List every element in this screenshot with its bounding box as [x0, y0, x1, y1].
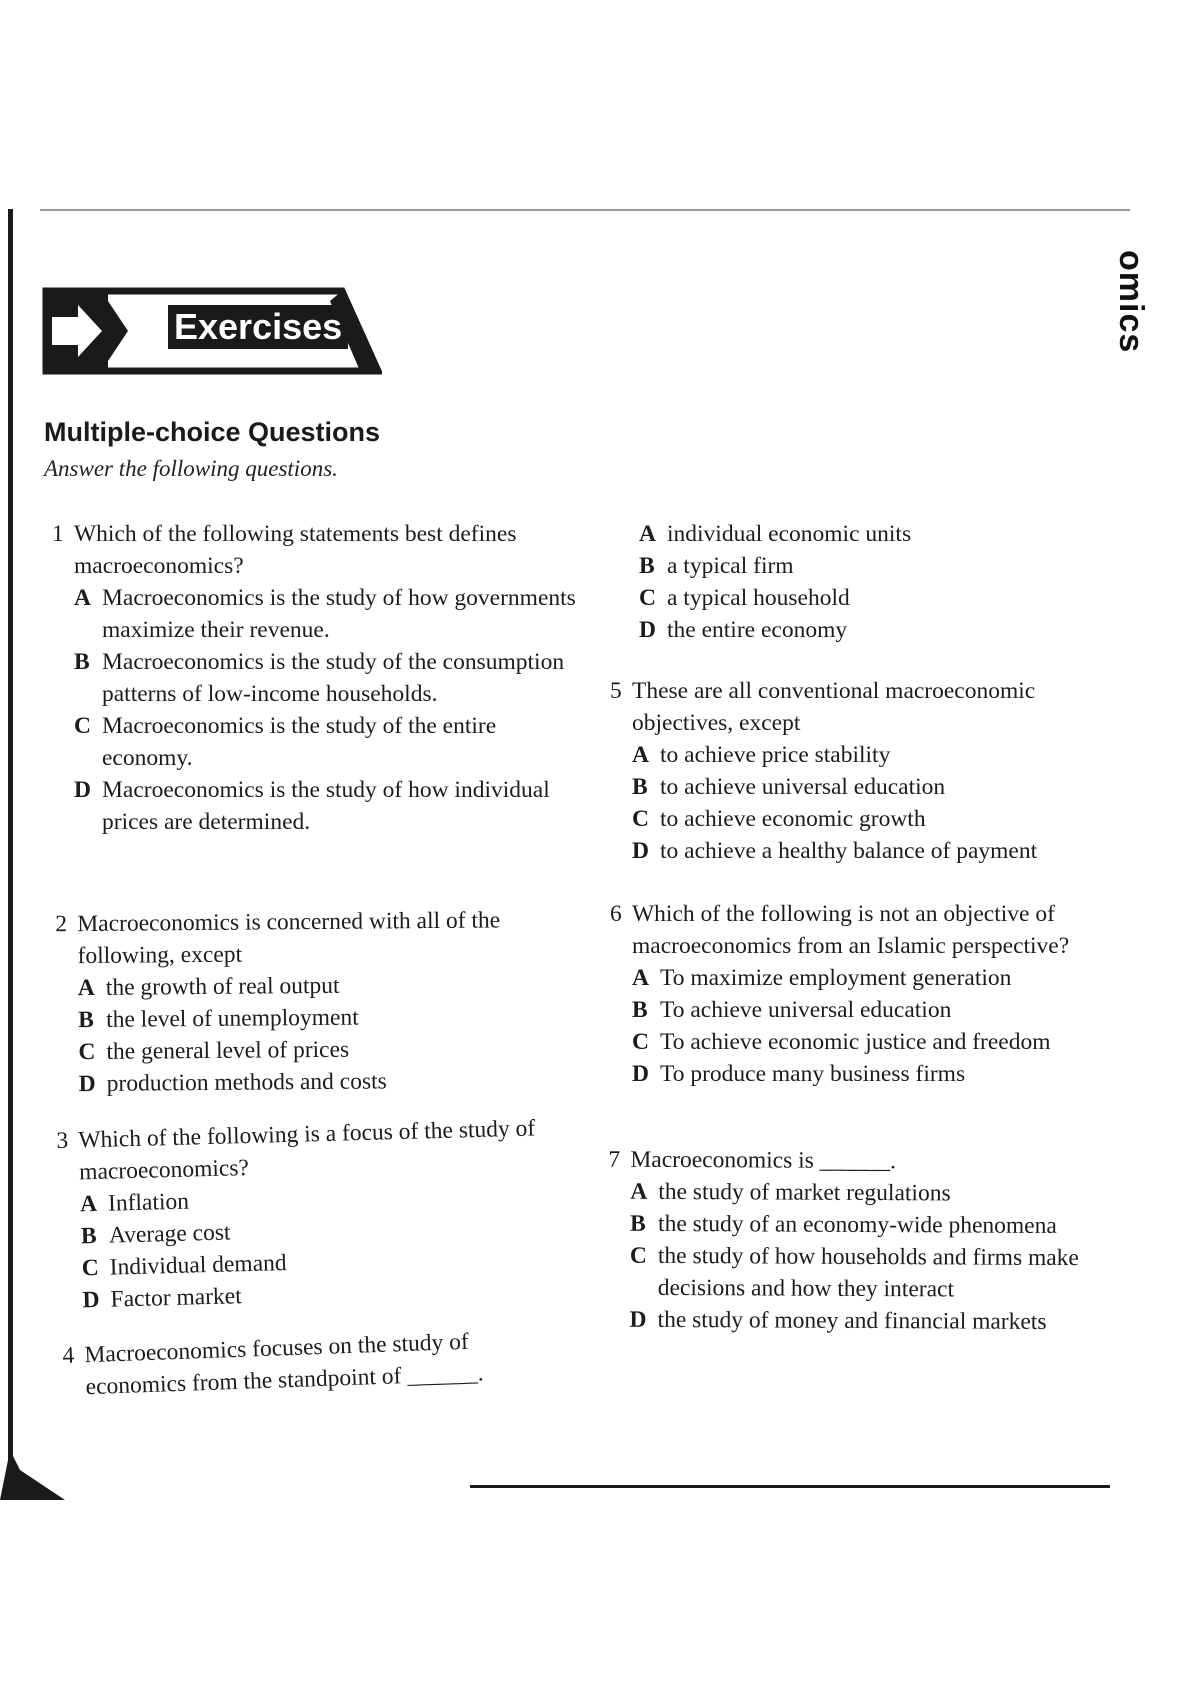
option-c: [74, 710, 582, 774]
option-letter: D: [632, 838, 649, 864]
option-letter: A: [74, 585, 91, 611]
option-text: the study of money and financial markets: [657, 1306, 1047, 1335]
option-text: to achieve economic growth: [660, 806, 926, 832]
question-3: [56, 1111, 581, 1317]
option-text: Macroeconomics is the study of how individual prices are determined.: [102, 777, 550, 835]
option-letter: B: [630, 1210, 646, 1237]
option-text: Individual demand: [109, 1250, 287, 1281]
question-text: Macroeconomics is concerned with all of the following, except: [77, 907, 501, 970]
option-a: [639, 518, 1085, 550]
option-text: Inflation: [107, 1188, 190, 1217]
option-text: individual economic units: [667, 521, 912, 547]
option-text: To maximize employment generation: [660, 965, 1012, 991]
question-text: Which of the following statements best defines macroeconomics?: [74, 521, 517, 579]
question-stem: [55, 904, 576, 973]
option-text: the study of an economy-wide phenomena: [658, 1210, 1057, 1239]
question-number: 7: [608, 1146, 621, 1173]
option-text: the entire economy: [667, 617, 848, 643]
question-text: Macroeconomics focuses on the study of economics from the standpoint of ______.: [84, 1328, 484, 1401]
section-title: Multiple-choice Questions: [44, 417, 381, 447]
option-text: the study of how households and firms make decisions and how they interact: [657, 1242, 1079, 1303]
option-c: [78, 1032, 576, 1068]
option-text: the general level of prices: [106, 1036, 350, 1065]
option-letter: B: [632, 997, 648, 1023]
option-text: the study of market regulations: [658, 1178, 951, 1207]
option-letter: C: [632, 806, 649, 832]
option-c: [630, 1240, 1128, 1307]
bottom-rule: [470, 1485, 1110, 1488]
option-text: the growth of real output: [105, 972, 340, 1001]
option-a: [632, 962, 1130, 994]
option-b: [632, 994, 1130, 1026]
option-text: To produce many business firms: [660, 1061, 966, 1087]
option-c: [632, 1026, 1130, 1058]
option-letter: C: [639, 585, 656, 611]
option-letter: A: [79, 1190, 98, 1218]
option-letter: A: [639, 521, 656, 547]
question-4: [62, 1323, 544, 1404]
option-letter: C: [81, 1254, 100, 1282]
question-2: [55, 904, 577, 1101]
page-corner-mark: [0, 1430, 70, 1500]
option-a: [78, 968, 576, 1004]
question-4-options: [615, 518, 1085, 646]
option-d: [632, 835, 1130, 867]
question-6: [610, 898, 1130, 1090]
option-d: [74, 774, 582, 838]
option-text: to achieve universal education: [660, 774, 946, 800]
option-d: [630, 1304, 1128, 1339]
question-text: These are all conventional macroeconomic objectives, except: [632, 678, 1036, 736]
option-a: [630, 1176, 1128, 1211]
option-text: Macroeconomics is the study of the consumption patterns of low-income households.: [102, 649, 565, 707]
option-letter: D: [78, 1070, 96, 1098]
option-letter: D: [629, 1306, 647, 1333]
option-c: [639, 582, 1085, 614]
option-text: a typical household: [667, 585, 850, 611]
question-stem: [608, 1144, 1128, 1179]
option-text: Macroeconomics is the study of how governments maximize their revenue.: [102, 585, 576, 643]
option-b: [74, 646, 582, 710]
option-letter: B: [639, 553, 655, 579]
question-stem: [62, 1323, 544, 1404]
question-number: 6: [610, 901, 622, 927]
option-text: to achieve a healthy balance of payment: [660, 838, 1038, 864]
option-a: [74, 582, 582, 646]
top-rule: [40, 209, 1130, 211]
option-letter: B: [632, 774, 648, 800]
option-b: [78, 1000, 576, 1036]
option-letter: C: [632, 1029, 649, 1055]
option-text: To achieve economic justice and freedom: [660, 1029, 1051, 1055]
option-letter: A: [630, 1178, 648, 1205]
left-page-border: [8, 209, 13, 1499]
option-text: the level of unemployment: [106, 1004, 359, 1033]
option-letter: D: [632, 1061, 649, 1087]
option-letter: C: [78, 1038, 96, 1066]
question-7: [608, 1144, 1129, 1339]
question-stem: [610, 898, 1130, 962]
option-letter: B: [74, 649, 90, 675]
option-text: to achieve price stability: [660, 742, 891, 768]
option-d: [632, 1058, 1130, 1090]
option-c: [632, 803, 1130, 835]
option-text: To achieve universal education: [660, 997, 952, 1023]
question-5: [610, 675, 1130, 867]
option-letter: B: [80, 1222, 97, 1250]
option-text: production methods and costs: [106, 1068, 387, 1097]
option-letter: D: [639, 617, 656, 643]
option-text: Factor market: [110, 1283, 243, 1313]
option-a: [632, 739, 1130, 771]
section-instruction: Answer the following questions.: [44, 456, 338, 481]
option-letter: A: [77, 974, 95, 1002]
question-1: [52, 518, 582, 838]
question-number: 5: [610, 678, 622, 704]
option-b: [630, 1208, 1128, 1243]
running-head: omics: [1112, 250, 1150, 354]
question-number: 1: [52, 521, 64, 547]
option-d: [79, 1064, 577, 1100]
question-text: Which of the following is a focus of the study of macroeconomics?: [78, 1115, 536, 1186]
option-d: [639, 614, 1085, 646]
option-letter: D: [74, 777, 91, 803]
option-letter: D: [82, 1286, 100, 1314]
option-letter: A: [632, 742, 649, 768]
question-number: 4: [62, 1342, 75, 1369]
option-letter: A: [632, 965, 649, 991]
banner-label: Exercises: [168, 305, 348, 349]
question-stem: [610, 675, 1130, 739]
question-stem: [52, 518, 582, 582]
option-b: [632, 771, 1130, 803]
option-letter: C: [74, 713, 91, 739]
question-number: 3: [56, 1127, 69, 1154]
option-letter: C: [629, 1242, 647, 1269]
question-text: Macroeconomics is ______.: [630, 1146, 897, 1175]
option-text: Macroeconomics is the study of the entire economy.: [102, 713, 497, 771]
exercises-banner: [42, 287, 382, 375]
question-text: Which of the following is not an objective of macroeconomics from an Islamic perspective?: [632, 901, 1070, 959]
option-text: Average cost: [108, 1219, 231, 1249]
option-text: a typical firm: [667, 553, 794, 579]
question-number: 2: [55, 911, 68, 938]
option-letter: B: [78, 1006, 94, 1034]
option-b: [639, 550, 1085, 582]
